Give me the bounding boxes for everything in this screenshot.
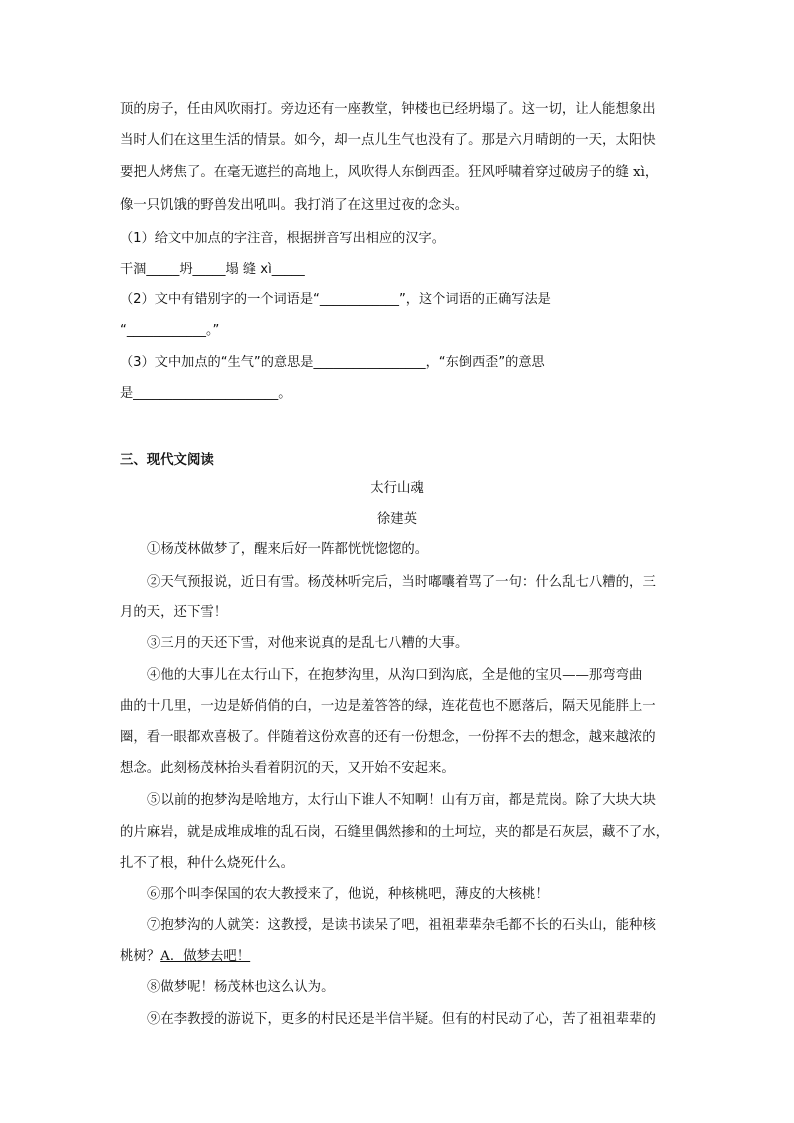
passage2-line-7: 圈，看一眼都欢喜极了。伴随着这份欢喜的还有一份想念，一份挥不去的想念，越来越浓的 [120,730,656,745]
article-author: 徐建英 [376,512,418,527]
passage2-line-3: 月的天，还下雪！ [120,605,228,620]
passage1-line-1: 顶的房子，任由风吹雨打。旁边还有一座教堂，钟楼也已经坍塌了。这一切，让人能想象出 [120,102,656,117]
passage2-line-13: ⑦抱梦沟的人就笑：这教授，是读书读呆了吧，祖祖辈辈杂毛都不长的石头山，能种核 [147,918,656,933]
question-3-line-2: 是______________________。 [120,386,292,401]
passage2-line-14-text: 桃树？ [120,949,161,964]
passage2-line-1: ①杨茂林做梦了，醒来后好一阵都恍恍惚惚的。 [147,542,429,557]
passage2-line-8: 想念。此刻杨茂林抬头看着阴沉的天，又开始不安起来。 [120,761,455,776]
article-title: 太行山魂 [370,481,424,496]
passage2-line-16: ⑨在李教授的游说下，更多的村民还是半信半疑。但有的村民动了心，苦了祖祖辈辈的 [147,1012,656,1027]
passage2-line-4: ③三月的天还下雪，对他来说真的是乱七八糟的大事。 [147,636,469,651]
question-2-line-1: （2）文中有错别字的一个词语是“____________”，这个词语的正确写法是 [120,292,551,307]
passage2-line-14 [120,948,680,966]
passage2-line-9: ⑤以前的抱梦沟是啥地方，太行山下谁人不知啊！山有万亩，都是荒岗。除了大块大块 [147,793,656,808]
question-1-fill: 干涸_____坍_____塌 缝 xì_____ [120,262,305,277]
passage2-line-6: 曲的十几里，一边是娇俏俏的白，一边是羞答答的绿，连花苞也不愿落后，隔天见能胖上一 [120,699,656,714]
underlined-sentence-a: A．做梦去吧！ [160,949,251,964]
passage2-line-11: 扎不了根，种什么烧死什么。 [120,856,295,871]
passage1-line-3: 要把人烤焦了。在毫无遮拦的高地上，风吹得人东倒西歪。狂风呼啸着穿过破房子的缝 xì， [120,165,659,180]
passage2-line-10: 的片麻岩，就是成堆成堆的乱石岗，石缝里偶然掺和的土坷垃，夹的都是石灰层，藏不了水， [120,825,670,840]
passage1-line-2: 当时人们在这里生活的情景。如今，却一点儿生气也没有了。那是六月晴朗的一天，太阳快 [120,133,656,148]
passage2-line-15: ⑧做梦呢！杨茂林也这么认为。 [147,980,335,995]
passage2-line-12: ⑥那个叫李保国的农大教授来了，他说，种核桃吧，薄皮的大核桃！ [147,887,549,902]
question-3-line-1: （3）文中加点的“生气”的意思是_________________，“东倒西歪”的意思 [120,355,545,370]
section-heading: 三、现代文阅读 [120,453,214,468]
passage2-line-5: ④他的大事儿在太行山下，在抱梦沟里，从沟口到沟底，全是他的宝贝——那弯弯曲 [147,668,643,683]
question-2-line-2: “____________。” [120,323,220,338]
passage1-line-4: 像一只饥饿的野兽发出吼叫。我打消了在这里过夜的念头。 [120,198,469,213]
question-1: （1）给文中加点的字注音，根据拼音写出相应的汉字。 [120,231,445,246]
passage2-line-2: ②天气预报说，近日有雪。杨茂林听完后，当时嘟囔着骂了一句：什么乱七八糟的，三 [147,575,656,590]
